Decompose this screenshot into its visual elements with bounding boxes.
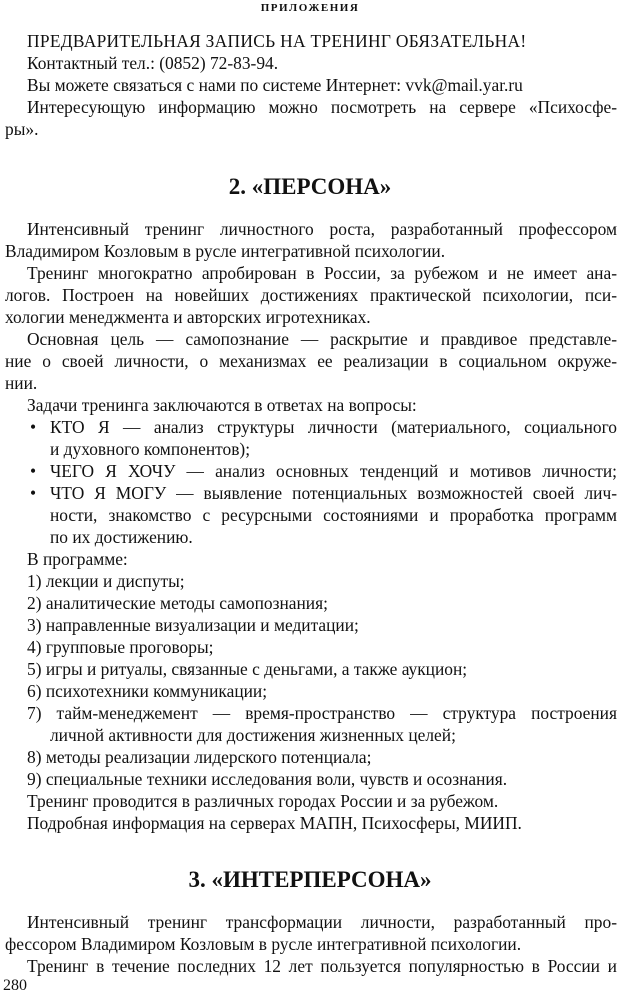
paragraph-line: логов. Построен на новейших достижениях практической психологии, пси-	[5, 285, 617, 305]
bullet-marker: •	[30, 461, 37, 481]
paragraph-line: Тренинг многократно апробирован в России, за рубежом и не имеет ана-	[27, 263, 617, 283]
program-item: 2) аналитические методы самопознания;	[27, 593, 328, 613]
bullet-marker: •	[30, 483, 37, 503]
contact-phone: Контактный тел.: (0852) 72-83-94.	[27, 53, 279, 73]
closing-line: Тренинг проводится в различных городах России и за рубежом.	[27, 791, 499, 811]
paragraph-line: Основная цель — самопознание — раскрытие и правдивое представле-	[27, 329, 617, 349]
bullet-item-line: КТО Я — анализ структуры личности (материального, социального	[50, 417, 617, 437]
paragraph-line: Интенсивный тренинг личностного роста, разработанный профессором	[27, 219, 617, 239]
program-item: 5) игры и ритуалы, связанные с деньгами, а также аукцион;	[27, 659, 468, 679]
program-item: 4) групповые проговоры;	[27, 637, 214, 657]
section-heading-persona: 2. «ПЕРСОНА»	[228, 174, 392, 199]
paragraph-line: хологии менеджмента и авторских игротехниках.	[5, 307, 371, 327]
section-heading-interpersona: 3. «ИНТЕРПЕРСОНА»	[188, 867, 432, 892]
program-item: 9) специальные техники исследования воли, чувств и осознания.	[27, 769, 508, 789]
bullet-item-line: по их достижению.	[50, 527, 193, 547]
program-intro: В программе:	[27, 549, 128, 569]
server-info-line: ры».	[5, 119, 39, 139]
paragraph-line: нии.	[5, 373, 38, 393]
program-item: 1) лекции и диспуты;	[27, 571, 185, 591]
contact-internet: Вы можете связаться с нами по системе Интернет: vvk@mail.yar.ru	[27, 75, 523, 95]
bullet-marker: •	[30, 417, 37, 437]
program-item: 6) психотехники коммуникации;	[27, 681, 268, 701]
registration-notice: ПРЕДВАРИТЕЛЬНАЯ ЗАПИСЬ НА ТРЕНИНГ ОБЯЗАТЕЛЬНА!	[27, 31, 527, 51]
page-number: 280	[3, 977, 27, 994]
paragraph-line: ние о своей личности, о механизмах ее реализации в социальном окруже-	[5, 351, 617, 371]
paragraph-line: Владимиром Козловым в русле интегративной психологии.	[5, 241, 446, 261]
bullet-item-line: ности, знакомство с ресурсными состояниями и проработка программ	[50, 505, 617, 525]
bullet-item-line: ЧЕГО Я ХОЧУ — анализ основных тенденций и мотивов личности;	[50, 461, 617, 481]
bullet-item-line: ЧТО Я МОГУ — выявление потенциальных возможностей своей лич-	[50, 483, 617, 503]
program-item: 3) направленные визуализации и медитации;	[27, 615, 359, 635]
bullet-item-line: и духовного компонентов);	[50, 439, 251, 459]
program-item: 8) методы реализации лидерского потенциала;	[27, 747, 372, 767]
paragraph-line: Интенсивный тренинг трансформации личности, разработанный про-	[27, 912, 617, 932]
program-item: 7) тайм-менеджемент — время-пространство — структура построения	[27, 703, 617, 723]
program-item: личной активности для достижения жизненных целей;	[50, 725, 456, 745]
running-head: ПРИЛОЖЕНИЯ	[260, 2, 360, 14]
server-info-line: Интересующую информацию можно посмотреть на сервере «Психосфе-	[27, 97, 617, 117]
closing-line: Подробная информация на серверах МАПН, Психосферы, МИИП.	[27, 813, 522, 833]
paragraph-line: Тренинг в течение последних 12 лет пользуется популярностью в России и	[27, 956, 617, 976]
paragraph-line: фессором Владимиром Козловым в русле интегративной психологии.	[5, 934, 522, 954]
tasks-intro: Задачи тренинга заключаются в ответах на вопросы:	[27, 395, 417, 415]
